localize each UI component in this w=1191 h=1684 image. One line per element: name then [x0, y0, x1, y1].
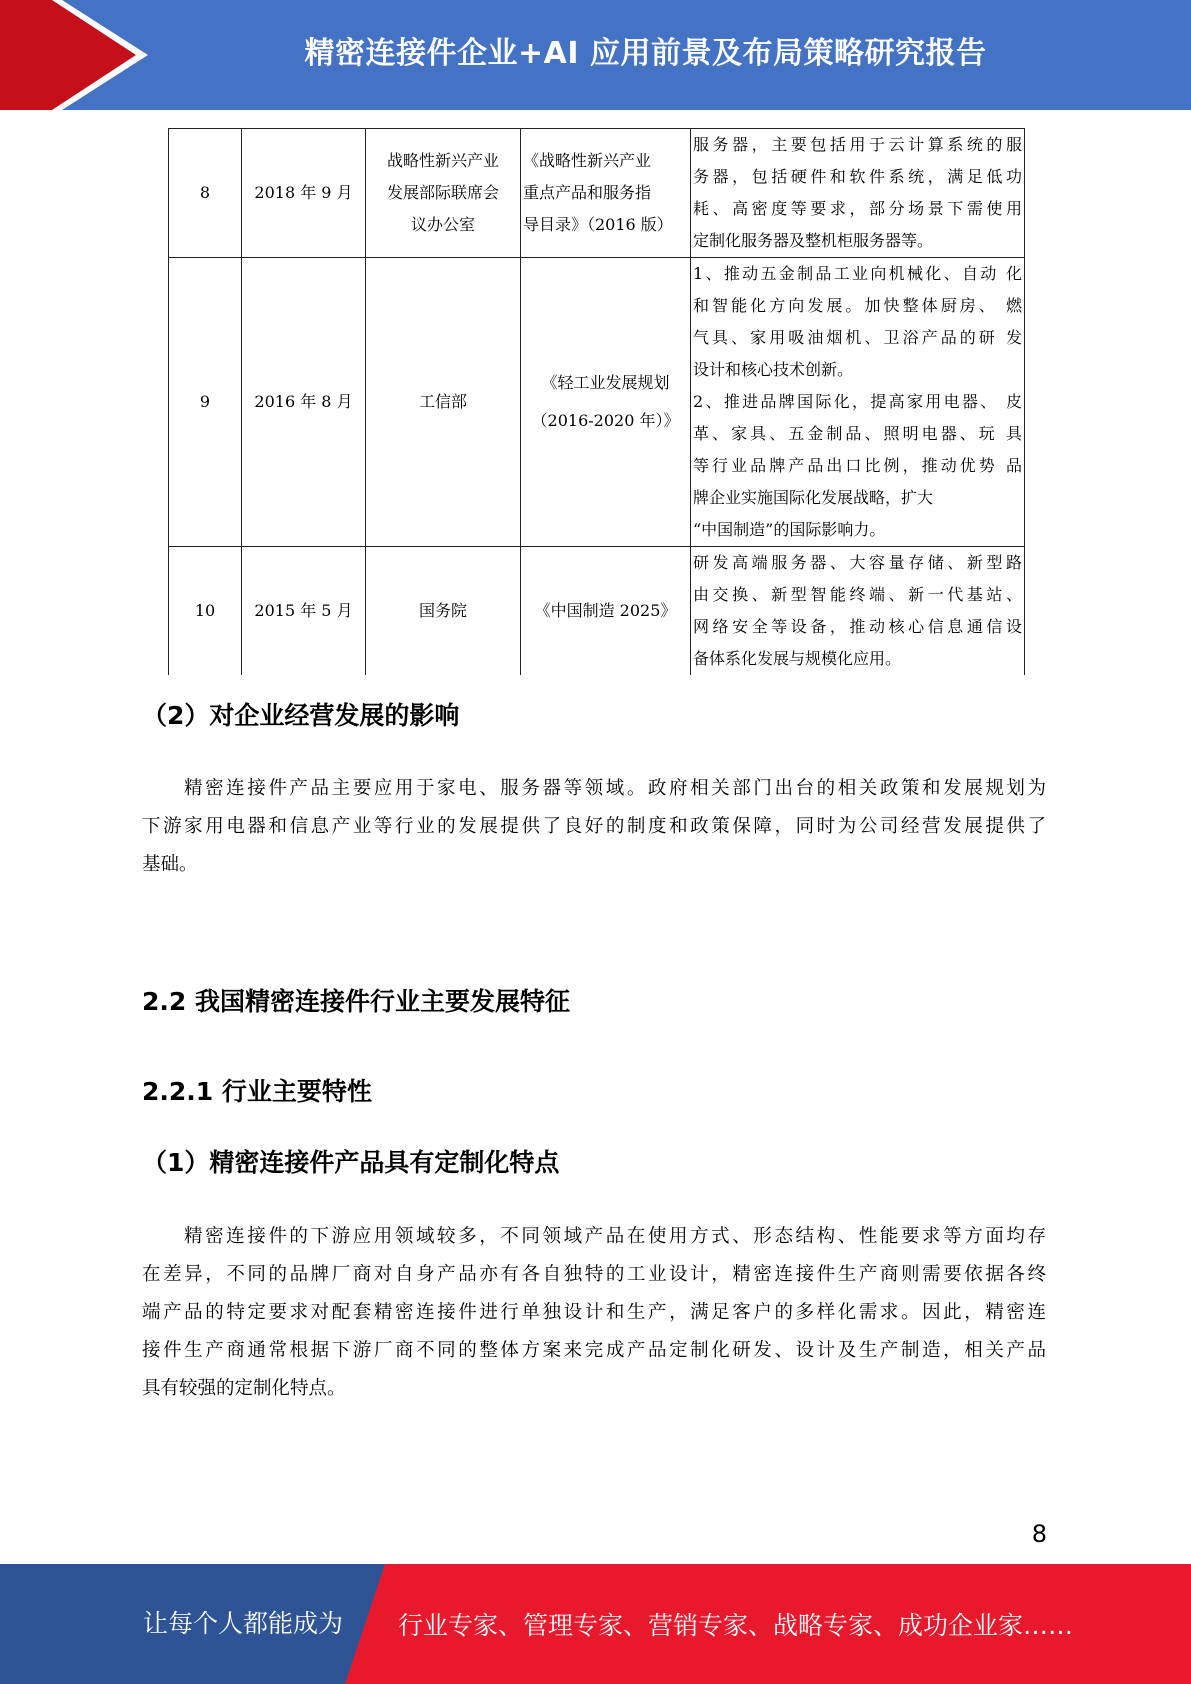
row-issuer: 国务院 [366, 547, 521, 676]
row-number: 9 [169, 258, 242, 547]
row-number: 8 [169, 129, 242, 258]
row-date: 2018 年 9 月 [242, 129, 366, 258]
row-document: 《中国制造 2025》 [521, 547, 691, 676]
customization-heading: （1）精密连接件产品具有定制化特点 [142, 1148, 560, 1177]
row-issuer: 工信部 [366, 258, 521, 547]
customization-paragraph: 精密连接件的下游应用领域较多，不同领域产品在使用方式、形态结构、性能要求等方面均存 在差异，不同的品牌厂商对自身产品亦有各自独特的工业设计，精密连接件生产商则需要依据各终 端产品的特定要求对配套精密连接件进行单独设计和生产，满足客户的多样化需求。因此，精密连 接件生产商通常根据下游厂商不同的整体方案来完成产品定制化研发、设计及生产制造，相关产品 具有较强的定制化特点。 [142, 1226, 1046, 1399]
impact-heading: （2）对企业经营发展的影响 [142, 701, 460, 730]
table-row [169, 547, 1025, 676]
row-issuer: 战略性新兴产业 发展部际联席会 议办公室 [366, 129, 521, 258]
impact-paragraph: 精密连接件产品主要应用于家电、服务器等领域。政府相关部门出台的相关政策和发展规划为 下游家用电器和信息产业等行业的发展提供了良好的制度和政策保障，同时为公司经营发展提供了 基础。 [142, 778, 1046, 875]
policy-table [168, 128, 1025, 675]
row-document: 《轻工业发展规划 （2016-2020 年）》 [521, 258, 691, 547]
row-number: 10 [169, 547, 242, 676]
section-2-2-1-heading: 2.2.1 行业主要特性 [142, 1077, 372, 1106]
footer-roles: 行业专家、管理专家、营销专家、战略专家、成功企业家…… [398, 1611, 1074, 1640]
table-row [169, 258, 1025, 547]
row-date: 2015 年 5 月 [242, 547, 366, 676]
page-number: 8 [1031, 1520, 1047, 1548]
section-2-2-heading: 2.2 我国精密连接件行业主要发展特征 [142, 987, 570, 1016]
table-row [169, 129, 1025, 258]
row-content: 服务器，主要包括用于云计算系统的服 务器，包括硬件和软件系统，满足低功 耗、高密度等要求，部分场景下需使用 定制化服务器及整机柜服务器等。 [691, 129, 1025, 258]
row-content: 研发高端服务器、大容量存储、新型路 由交换、新型智能终端、新一代基站、 网络安全等设备，推动核心信息通信设 备体系化发展与规模化应用。 [691, 547, 1025, 676]
footer-slogan: 让每个人都能成为 [143, 1609, 344, 1638]
report-title: 精密连接件企业+AI 应用前景及布局策略研究报告 [304, 36, 987, 71]
row-content: 1、推动五金制品工业向机械化、自动 化 和智能化方向发展。加快整体厨房、 燃 气具、家用吸油烟机、卫浴产品的研 发 设计和核心技术创新。 2、推进品牌国际化，提高家用电器、 皮 革、家具、五金制品、照明电器、玩 具 等行业品牌产品出口比例，推动优势 品 牌企业实施国际化发展战略，扩大 “中国制造”的国际影响力。 [691, 258, 1025, 547]
report-footer [0, 1564, 1191, 1684]
header-chevron-graphic [0, 0, 160, 110]
row-date: 2016 年 8 月 [242, 258, 366, 547]
row-document: 《战略性新兴产业 重点产品和服务指 导目录》（2016 版） [521, 129, 691, 258]
report-header [0, 0, 1191, 110]
